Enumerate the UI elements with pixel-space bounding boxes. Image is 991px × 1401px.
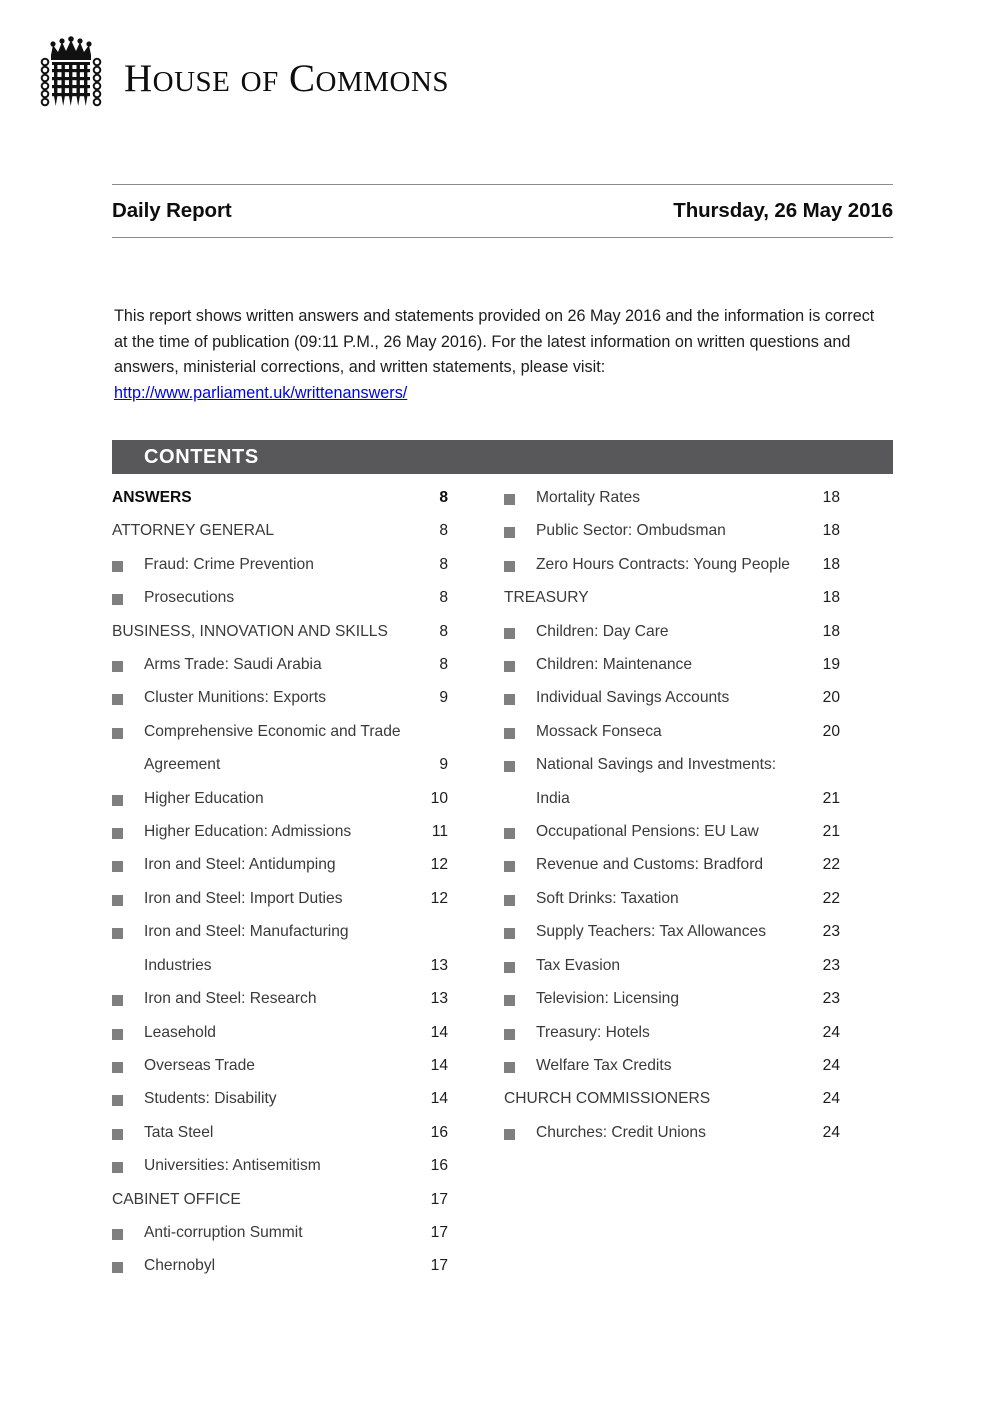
report-date: Thursday, 26 May 2016	[673, 199, 893, 222]
toc-entry-page-number: 8	[439, 656, 448, 674]
masthead	[38, 36, 449, 120]
toc-entry-label: CABINET OFFICE	[112, 1190, 241, 1208]
toc-bullet-cell	[504, 748, 536, 772]
toc-entry[interactable]	[112, 782, 448, 815]
square-bullet-icon	[112, 561, 123, 572]
toc-answers-heading[interactable]	[112, 481, 448, 514]
square-bullet-icon	[504, 995, 515, 1006]
toc-entry-label: Churches: Credit Unions	[536, 1123, 706, 1141]
toc-bullet-cell	[504, 681, 536, 705]
toc-entry[interactable]	[112, 1049, 448, 1082]
toc-entry-page-number: 24	[822, 1123, 840, 1141]
toc-entry[interactable]	[112, 715, 448, 782]
masthead-title-c: C	[288, 56, 316, 100]
toc-entry[interactable]	[504, 1016, 840, 1049]
toc-entry-label: Television: Licensing	[536, 990, 680, 1008]
toc-entry-page-number: 17	[430, 1257, 448, 1275]
square-bullet-icon	[504, 728, 515, 739]
square-bullet-icon	[112, 1062, 123, 1073]
square-bullet-icon	[504, 895, 515, 906]
toc-bullet-cell	[112, 1016, 144, 1040]
toc-entry[interactable]	[112, 915, 448, 982]
toc-bullet-cell	[504, 514, 536, 538]
toc-bullet-cell	[504, 481, 536, 505]
toc-department-heading[interactable]	[112, 615, 448, 648]
toc-entry-label: ATTORNEY GENERAL	[112, 522, 275, 540]
toc-entry-page-number: 21	[822, 789, 840, 807]
toc-entry-page-number: 8	[439, 555, 448, 573]
toc-left-column	[112, 481, 448, 1283]
toc-bullet-cell	[112, 1216, 144, 1240]
toc-entry[interactable]	[504, 848, 840, 881]
square-bullet-icon	[112, 995, 123, 1006]
toc-entry-page-number: 18	[822, 555, 840, 573]
toc-bullet-cell	[504, 548, 536, 572]
square-bullet-icon	[504, 962, 515, 973]
toc-entry[interactable]	[504, 949, 840, 982]
toc-bullet-cell	[112, 715, 144, 739]
square-bullet-icon	[112, 694, 123, 705]
toc-entry[interactable]	[112, 1149, 448, 1182]
toc-entry-label: Universities: Antisemitism	[144, 1157, 321, 1175]
toc-entry-label: Prosecutions	[144, 589, 235, 607]
masthead-title	[124, 56, 449, 101]
toc-bullet-cell	[112, 1082, 144, 1106]
toc-entry-page-number: 16	[430, 1157, 448, 1175]
square-bullet-icon	[504, 928, 515, 939]
toc-entry[interactable]	[504, 648, 840, 681]
toc-entry-page-number: 18	[822, 489, 840, 506]
square-bullet-icon	[112, 1162, 123, 1173]
toc-entry[interactable]	[504, 548, 840, 581]
toc-bullet-cell	[112, 982, 144, 1006]
toc-entry-label: Mossack Fonseca	[536, 722, 662, 740]
toc-entry-label: Chernobyl	[144, 1257, 216, 1275]
toc-entry-page-number: 18	[822, 622, 840, 640]
toc-bullet-cell	[504, 848, 536, 872]
square-bullet-icon	[504, 661, 515, 672]
toc-entry-page-number: 23	[822, 956, 840, 974]
toc-bullet-cell	[112, 1249, 144, 1273]
written-answers-link[interactable]: http://www.parliament.uk/writtenanswers/	[114, 383, 408, 402]
toc-entry-page-number: 8	[439, 622, 448, 640]
toc-entry-page-number: 24	[822, 1056, 840, 1074]
toc-entry-label: Occupational Pensions: EU Law	[536, 823, 759, 841]
toc-right-column	[504, 481, 840, 1283]
toc-entry-label: Iron and Steel: Import Duties	[144, 889, 343, 907]
square-bullet-icon	[504, 494, 515, 505]
toc-entry[interactable]	[504, 615, 840, 648]
toc-bullet-cell	[112, 1116, 144, 1140]
toc-entry-page-number: 14	[430, 1090, 448, 1108]
toc-entry-page-number: 23	[822, 990, 840, 1008]
toc-entry-label: Iron and Steel: Manufacturing Industries	[144, 923, 349, 974]
toc-entry-label: Students: Disability	[144, 1090, 277, 1108]
toc-entry-page-number: 17	[430, 1190, 448, 1208]
toc-entry[interactable]	[112, 815, 448, 848]
toc-entry-label: BUSINESS, INNOVATION AND SKILLS	[112, 622, 388, 640]
toc-entry-page-number: 8	[439, 589, 448, 607]
square-bullet-icon	[112, 1029, 123, 1040]
toc-entry-label: Zero Hours Contracts: Young People	[536, 555, 790, 573]
toc-entry-page-number: 20	[822, 689, 840, 707]
toc-entry[interactable]	[504, 815, 840, 848]
toc-entry[interactable]	[504, 481, 840, 514]
square-bullet-icon	[504, 561, 515, 572]
toc-department-heading[interactable]	[112, 514, 448, 547]
toc-entry-label: Children: Day Care	[536, 622, 669, 640]
toc-entry-label: Individual Savings Accounts	[536, 689, 730, 707]
toc-entry-label: Cluster Munitions: Exports	[144, 689, 326, 707]
square-bullet-icon	[112, 895, 123, 906]
toc-entry-label: Mortality Rates	[536, 489, 640, 506]
toc-bullet-cell	[112, 882, 144, 906]
toc-entry-page-number: 23	[822, 923, 840, 941]
toc-bullet-cell	[504, 949, 536, 973]
toc-entry[interactable]	[112, 1016, 448, 1049]
toc-entry[interactable]	[504, 681, 840, 714]
toc-entry-page-number: 18	[822, 589, 840, 607]
toc-entry-page-number: 18	[822, 522, 840, 540]
toc-entry-label: Arms Trade: Saudi Arabia	[144, 656, 322, 674]
toc-entry-page-number: 16	[430, 1123, 448, 1141]
toc-entry-label: Iron and Steel: Research	[144, 990, 317, 1008]
toc-entry-page-number: 13	[430, 956, 448, 974]
square-bullet-icon	[112, 828, 123, 839]
toc-entry[interactable]	[112, 848, 448, 881]
toc-entry-page-number: 24	[822, 1023, 840, 1041]
square-bullet-icon	[504, 1062, 515, 1073]
toc-entry-label: Higher Education: Admissions	[144, 823, 352, 841]
toc-entry[interactable]	[112, 548, 448, 581]
intro-text: This report shows written answers and statements provided on 26 May 2016 and the information is correct at the time of publication (09:11 P.M., 26 May 2016). For the latest information on written questions and answers, ministerial corrections, and written statements, please visit:	[114, 307, 875, 377]
toc-entry-label: Tax Evasion	[536, 956, 621, 974]
toc-bullet-cell	[504, 982, 536, 1006]
contents-banner-label: CONTENTS	[144, 445, 259, 468]
toc-entry[interactable]	[112, 1116, 448, 1149]
toc-entry-page-number: 17	[430, 1223, 448, 1241]
toc-entry-label: Leasehold	[144, 1023, 216, 1041]
toc-entry-label: CHURCH COMMISSIONERS	[504, 1090, 711, 1108]
toc-entry-page-number: 8	[439, 522, 448, 540]
toc-entry[interactable]	[504, 982, 840, 1015]
toc-bullet-cell	[504, 1116, 536, 1140]
contents-banner	[112, 440, 893, 474]
toc-entry-page-number: 12	[430, 889, 448, 907]
toc-bullet-cell	[112, 648, 144, 672]
toc-entry-page-number: 20	[822, 722, 840, 740]
table-of-contents	[112, 481, 893, 1283]
toc-entry[interactable]	[112, 581, 448, 614]
square-bullet-icon	[504, 628, 515, 639]
toc-bullet-cell	[112, 1049, 144, 1073]
toc-entry-label: Overseas Trade	[144, 1056, 255, 1074]
toc-entry[interactable]	[504, 1116, 840, 1149]
toc-department-heading[interactable]	[504, 581, 840, 614]
toc-entry[interactable]	[112, 648, 448, 681]
toc-bullet-cell	[504, 915, 536, 939]
toc-bullet-cell	[112, 848, 144, 872]
toc-bullet-cell	[112, 915, 144, 939]
toc-department-heading[interactable]	[112, 1183, 448, 1216]
toc-entry[interactable]	[504, 514, 840, 547]
toc-department-heading[interactable]	[504, 1082, 840, 1115]
toc-entry[interactable]	[112, 1082, 448, 1115]
toc-entry-label: National Savings and Investments: India	[536, 756, 777, 807]
toc-bullet-cell	[504, 648, 536, 672]
toc-bullet-cell	[504, 1016, 536, 1040]
toc-entry[interactable]	[112, 681, 448, 714]
toc-entry-label: Iron and Steel: Antidumping	[144, 856, 336, 874]
square-bullet-icon	[504, 527, 515, 538]
toc-entry-label: Comprehensive Economic and Trade Agreement	[144, 722, 401, 774]
report-header	[112, 184, 893, 238]
toc-bullet-cell	[504, 1049, 536, 1073]
toc-entry-page-number: 22	[822, 856, 840, 874]
toc-entry[interactable]	[112, 1216, 448, 1249]
toc-bullet-cell	[504, 815, 536, 839]
toc-entry-page-number: 13	[430, 990, 448, 1008]
masthead-title-h: H	[124, 56, 153, 100]
toc-entry-label: ANSWERS	[112, 489, 192, 506]
toc-entry-label: Fraud: Crime Prevention	[144, 555, 314, 573]
toc-bullet-cell	[112, 815, 144, 839]
toc-entry[interactable]	[112, 982, 448, 1015]
square-bullet-icon	[112, 1129, 123, 1140]
toc-entry-label: Supply Teachers: Tax Allowances	[536, 923, 766, 941]
masthead-title-ouse: OUSE	[152, 65, 231, 98]
square-bullet-icon	[112, 861, 123, 872]
toc-entry-page-number: 9	[439, 689, 448, 707]
toc-entry-label: Public Sector: Ombudsman	[536, 522, 726, 540]
square-bullet-icon	[504, 828, 515, 839]
toc-entry[interactable]	[112, 882, 448, 915]
toc-entry-label: Revenue and Customs: Bradford	[536, 856, 764, 874]
toc-entry-page-number: 14	[430, 1023, 448, 1041]
toc-entry-label: Welfare Tax Credits	[536, 1056, 672, 1074]
masthead-title-ommons: OMMONS	[315, 65, 450, 98]
square-bullet-icon	[112, 661, 123, 672]
toc-entry-label: Anti-corruption Summit	[144, 1223, 303, 1241]
toc-bullet-cell	[112, 1149, 144, 1173]
page-title: Daily Report	[112, 199, 232, 222]
square-bullet-icon	[504, 694, 515, 705]
portcullis-crest-icon	[38, 36, 104, 120]
toc-bullet-cell	[504, 715, 536, 739]
toc-bullet-cell	[112, 548, 144, 572]
toc-entry-label: Soft Drinks: Taxation	[536, 889, 679, 907]
toc-entry[interactable]	[504, 882, 840, 915]
toc-entry[interactable]	[504, 1049, 840, 1082]
square-bullet-icon	[504, 761, 515, 772]
toc-entry-label: Tata Steel	[144, 1123, 214, 1141]
square-bullet-icon	[504, 861, 515, 872]
square-bullet-icon	[112, 795, 123, 806]
toc-entry-page-number: 21	[822, 823, 840, 841]
toc-entry-page-number: 9	[439, 756, 448, 774]
toc-entry[interactable]	[504, 715, 840, 748]
toc-entry-label: Children: Maintenance	[536, 656, 693, 674]
toc-entry[interactable]	[504, 748, 840, 815]
square-bullet-icon	[112, 594, 123, 605]
toc-entry-page-number: 22	[822, 889, 840, 907]
toc-entry-page-number: 11	[431, 823, 448, 841]
toc-entry[interactable]	[112, 1249, 448, 1282]
toc-entry-label: TREASURY	[504, 589, 589, 607]
toc-bullet-cell	[112, 782, 144, 806]
square-bullet-icon	[504, 1129, 515, 1140]
toc-bullet-cell	[112, 681, 144, 705]
toc-bullet-cell	[504, 882, 536, 906]
square-bullet-icon	[112, 1095, 123, 1106]
square-bullet-icon	[504, 1029, 515, 1040]
toc-entry-page-number: 14	[430, 1056, 448, 1074]
toc-entry-label: Treasury: Hotels	[536, 1023, 650, 1041]
toc-entry-label: Higher Education	[144, 789, 264, 807]
square-bullet-icon	[112, 928, 123, 939]
toc-entry[interactable]	[504, 915, 840, 948]
square-bullet-icon	[112, 1229, 123, 1240]
toc-bullet-cell	[112, 581, 144, 605]
intro-paragraph	[114, 304, 884, 406]
toc-entry-page-number: 24	[822, 1090, 840, 1108]
toc-entry-page-number: 8	[439, 489, 448, 506]
square-bullet-icon	[112, 1262, 123, 1273]
masthead-title-of: OF	[240, 65, 279, 98]
toc-entry-page-number: 12	[430, 856, 448, 874]
square-bullet-icon	[112, 728, 123, 739]
toc-entry-page-number: 10	[430, 789, 448, 807]
toc-entry-page-number: 19	[822, 656, 840, 674]
toc-bullet-cell	[504, 615, 536, 639]
